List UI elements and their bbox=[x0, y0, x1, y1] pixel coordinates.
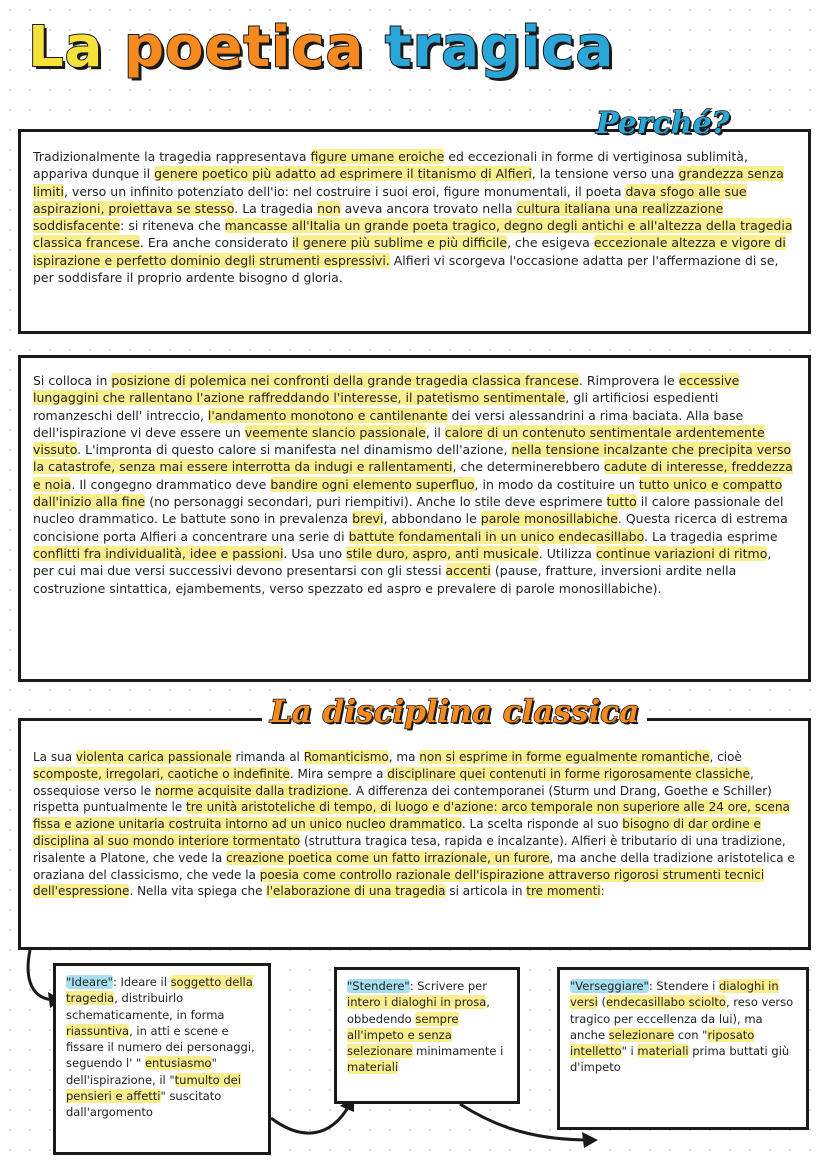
arrow-to-step-1 bbox=[28, 950, 56, 1000]
title-word-1: La bbox=[28, 15, 124, 80]
step-verseggiare-keyword: "Verseggiare" bbox=[570, 979, 649, 993]
polemic-paragraph: Si colloca in posizione di polemica nei confronti della grande tragedia classica francese. Rimprovera le eccessive lungaggini che rallentano l'azione raffreddando l'interesse, il patetismo sentimentale, gli artificiosi espedienti romanzeschi dell' intreccio, l'andamento monotono e cantilenante dei versi alessandrini a rima baciata. Alla base dell'ispirazione vi deve essere un veemente slancio passionale, il calore di un contenuto sentimentale ardentemente vissuto. L'impronta di questo calore si manifesta nel dinamismo dell'azione, nella tensione incalzante che precipita verso la catastrofe, senza mai essere interrotta da indugi e rallentamenti, che determinerebbero cadute di interesse, freddezza e noia. Il congegno drammatico deve bandire ogni elemento superfluo, in modo da costituire un tutto unico e compatto dall'inizio alla fine (no personaggi secondari, puri riempitivi). Anche lo stile deve esprimere tutto il calore passionale del nucleo drammatico. Le battute sono in prevalenza brevi, abbondano le parole monosillabiche. Questa ricerca di estrema concisione porta Alfieri a concentrare una serie di battute fondamentali in un unico endecasillabo. La tragedia esprime conflitti fra individualità, idee e passioni. Usa uno stile duro, aspro, anti musicale. Utilizza continue variazioni di ritmo, per cui mai due versi successivi devono presentarsi con gli stessi accenti (pause, fratture, inversioni ardite nella costruzione sintattica, ejambements, verso spezzato ed aspro e prevalere di parole monosillabiche). bbox=[33, 373, 793, 596]
why-heading: Perché? bbox=[596, 106, 730, 141]
step-verseggiare-box bbox=[557, 967, 809, 1130]
why-paragraph: Tradizionalmente la tragedia rappresentava figure umane eroiche ed eccezionali in forme di vertiginosa sublimità, appariva dunque il genere poetico più adatto ad esprimere il titanismo di Alfieri, la tensione verso una grandezza senza limiti, verso un infinito potenziato dell'io: nel costruire i suoi eroi, figure monumentali, il poeta dava sfogo alle sue aspirazioni, proiettava se stesso. La tragedia non aveva ancora trovato nella cultura italiana una realizzazione soddisfacente: si riteneva che mancasse all'Italia un grande poeta tragico, degno degli antichi e all'altezza della tragedia classica francese. Era anche considerato il genere più sublime e più difficile, che esigeva eccezionale altezza e vigore di ispirazione e perfetto dominio degli strumenti espressivi. Alfieri vi scorgeva l'occasione adatta per l'affermazione di se, per soddisfare il proprio ardente bisogno d gloria. bbox=[33, 149, 793, 286]
step-stendere-keyword: "Stendere" bbox=[347, 979, 410, 993]
step-verseggiare-text: "Verseggiare": Stendere i dialoghi in versi (endecasillabo sciolto, reso verso tragico per eccellenza da lui), ma anche selezionare con "riposato intelletto" i materiali prima buttati giù d'impeto bbox=[570, 979, 794, 1075]
arrow-to-step-2 bbox=[271, 1104, 350, 1133]
step-stendere-text: "Stendere": Scrivere per intero i dialoghi in prosa, obbedendo sempre all'impeto e senza selezionare minimamente i materiali bbox=[347, 979, 504, 1075]
arrowhead-step-3 bbox=[582, 1132, 598, 1148]
discipline-paragraph: La sua violenta carica passionale rimanda al Romanticismo, ma non si esprime in forme egualmente romantiche, cioè scomposte, irregolari, caotiche o indefinite. Mira sempre a disciplinare quei contenuti in forme rigorosamente classiche, ossequiose verso le norme acquisite dalla tradizione. A differenza dei contemporanei (Sturm und Drang, Goethe e Schiller) rispetta puntualmente le tre unità aristoteliche di tempo, di luogo e d'azione: arco temporale non superiore alle 24 ore, scena fissa e azione unitaria costruita intorno ad un unico nucleo drammatico. La scelta risponde al suo bisogno di dar ordine e disciplina al suo mondo interiore tormentato (struttura tragica tesa, rapida e incalzante). Alfieri è tributario di una tradizione, risalente a Platone, che vede la creazione poetica come un fatto irrazionale, un furore, ma anche della tradizione aristotelica e oraziana del classicismo, che vede la poesia come controllo razionale dell'ispirazione attraverso rigorosi strumenti tecnici dell'espressione. Nella vita spiega che l'elaborazione di una tragedia si articola in tre momenti: bbox=[33, 750, 795, 899]
step-stendere-box bbox=[334, 967, 520, 1104]
step-ideare-box bbox=[53, 963, 271, 1155]
title-word-2: poetica bbox=[123, 15, 385, 80]
discipline-heading: La disciplina classica bbox=[262, 694, 647, 730]
step-ideare-text: "Ideare": Ideare il soggetto della tragedia, distribuirlo schematicamente, in forma riassuntiva, in atti e scene e fissare il numero dei personaggi, seguendo l' " entusiasmo" dell'ispirazione, il "tumulto dei pensieri e affetti" suscitato dall'argomento bbox=[66, 975, 255, 1120]
step-ideare-keyword: "Ideare" bbox=[66, 975, 113, 989]
title-word-3: tragica bbox=[384, 15, 615, 80]
